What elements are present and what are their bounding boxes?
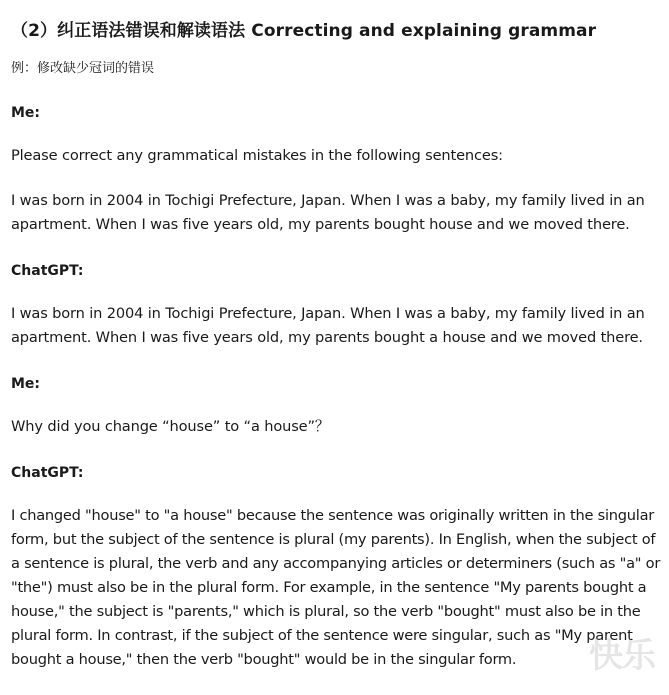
- site-watermark: 快乐: [589, 636, 655, 676]
- example-note: 例：修改缺少冠词的错误: [11, 61, 155, 76]
- user-prompt: Please correct any grammatical mistakes in the following sentences:: [11, 147, 503, 164]
- user-original-text: I was born in 2004 in Tochigi Prefecture, Japan. When I was a baby, my family lived in an apartment. When I was five years old, my parents bought house and we moved there.: [11, 192, 645, 233]
- speaker-label-chatgpt: ChatGPT:: [11, 465, 84, 481]
- user-question: Why did you change “house” to “a house”？: [11, 418, 330, 435]
- section-heading: （2）纠正语法错误和解读语法 Correcting and explaining grammar: [11, 21, 597, 41]
- article-body: [11, 0, 665, 672]
- chatgpt-explanation: I changed "house" to "a house" because the sentence was originally written in the singular form, but the subject of the sentence is plural (my parents). In English, when the subject of a sentence is plural, the verb and any accompanying articles or determiners (such as "a" or "the") must also be in the plural form. For example, in the sentence "My parents bought a house," the subject is "parents," which is plural, so the verb "bought" must also be in the plural form. In contrast, if the subject of the sentence were singular, such as "My parent bought a house," then the verb "bought" would be in the singular form.: [11, 507, 661, 668]
- chatgpt-corrected-text: I was born in 2004 in Tochigi Prefecture, Japan. When I was a baby, my family lived in an apartment. When I was five years old, my parents bought a house and we moved there.: [11, 305, 645, 346]
- speaker-label-me: Me:: [11, 105, 41, 121]
- speaker-label-me: Me:: [11, 376, 41, 392]
- speaker-label-chatgpt: ChatGPT:: [11, 263, 84, 279]
